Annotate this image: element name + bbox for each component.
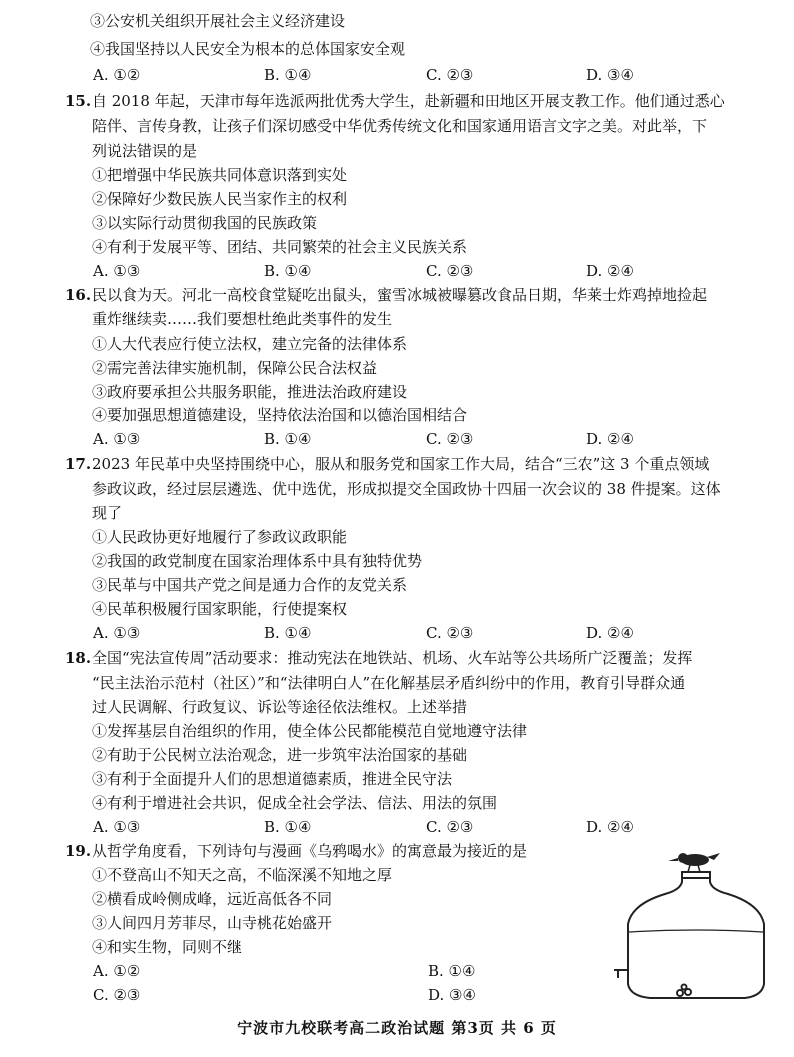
option-d: D. ②④	[586, 818, 634, 836]
question-stem: “民主法治示范村（社区）”和“法律明白人”在化解基层矛盾纠纷中的作用，教育引导群众通	[92, 674, 686, 692]
question-stem: 现了	[92, 504, 123, 522]
item: ④有利于发展平等、团结、共同繁荣的社会主义民族关系	[92, 238, 468, 256]
item: ④民革积极履行国家职能，行使提案权	[92, 600, 348, 618]
item: ①人民政协更好地履行了参政议政职能	[92, 528, 348, 546]
crow-drinking-water-cartoon	[610, 852, 782, 1002]
option-b: B. ①④	[264, 262, 312, 280]
option-c: C. ②③	[426, 262, 474, 280]
option-c: C. ②③	[93, 986, 141, 1004]
option-a: A. ①③	[93, 262, 141, 280]
item: ③民革与中国共产党之间是通力合作的友党关系	[92, 576, 408, 594]
option-d: D. ③④	[586, 66, 634, 84]
question-stem: 从哲学角度看，下列诗句与漫画《乌鸦喝水》的寓意最为接近的是	[92, 842, 528, 860]
option-c: C. ②③	[426, 430, 474, 448]
question-stem: 列说法错误的是	[92, 142, 198, 160]
option-c: C. ②③	[426, 624, 474, 642]
item: ③以实际行动贯彻我国的民族政策	[92, 214, 318, 232]
question-number: 16.	[65, 286, 92, 304]
crow-icon	[668, 853, 720, 872]
item: ④和实生物，同则不继	[92, 938, 243, 956]
item: ①把增强中华民族共同体意识落到实处	[92, 166, 348, 184]
item: ③公安机关组织开展社会主义经济建设	[90, 12, 346, 30]
option-a: A. ①②	[93, 66, 141, 84]
option-d: D. ②④	[586, 430, 634, 448]
option-a: A. ①③	[93, 430, 141, 448]
question-number: 18.	[65, 649, 92, 667]
question-stem: 自 2018 年起，天津市每年选派两批优秀大学生，赴新疆和田地区开展支教工作。他们通过悉心	[92, 92, 725, 110]
water-jug	[614, 872, 764, 998]
option-d: D. ②④	[586, 624, 634, 642]
question-number: 17.	[65, 455, 92, 473]
option-b: B. ①④	[428, 962, 476, 980]
option-b: B. ①④	[264, 430, 312, 448]
item: ③人间四月芳菲尽，山寺桃花始盛开	[92, 914, 333, 932]
item: ④有利于增进社会共识，促成全社会学法、信法、用法的氛围	[92, 794, 498, 812]
item: ②我国的政党制度在国家治理体系中具有独特优势	[92, 552, 423, 570]
item: ②横看成岭侧成峰，远近高低各不同	[92, 890, 333, 908]
question-stem: 陪伴、言传身教，让孩子们深切感受中华优秀传统文化和国家通用语言文字之美。对此举，下	[92, 117, 708, 135]
option-c: C. ②③	[426, 66, 474, 84]
item: ②需完善法律实施机制，保障公民合法权益	[92, 359, 378, 377]
question-number: 15.	[65, 92, 92, 110]
question-stem: 全国“宪法宣传周”活动要求：推动宪法在地铁站、机场、火车站等公共场所广泛覆盖；发挥	[92, 649, 693, 667]
option-c: C. ②③	[426, 818, 474, 836]
option-a: A. ①②	[93, 962, 141, 980]
option-b: B. ①④	[264, 818, 312, 836]
option-b: B. ①④	[264, 66, 312, 84]
item: ③政府要承担公共服务职能，推进法治政府建设	[92, 383, 408, 401]
item: ④要加强思想道德建设，坚持依法治国和以德治国相结合	[92, 406, 468, 424]
question-stem: 重炸继续卖……我们要想杜绝此类事件的发生	[92, 310, 393, 328]
option-b: B. ①④	[264, 624, 312, 642]
option-d: D. ③④	[428, 986, 476, 1004]
option-a: A. ①③	[93, 624, 141, 642]
question-stem: 民以食为天。河北一高校食堂疑吃出鼠头，蜜雪冰城被曝篡改食品日期，华莱士炸鸡掉地捡起	[92, 286, 708, 304]
item: ①不登高山不知天之高，不临深溪不知地之厚	[92, 866, 393, 884]
option-d: D. ②④	[586, 262, 634, 280]
page-footer: 宁波市九校联考高二政治试题 第3页 共 6 页	[237, 1019, 557, 1037]
item: ②保障好少数民族人民当家作主的权利	[92, 190, 348, 208]
question-number: 19.	[65, 842, 92, 860]
question-stem: 2023 年民革中央坚持围绕中心，服从和服务党和国家工作大局，结合“三农”这 3 个重点领域	[92, 455, 710, 473]
item: ②有助于公民树立法治观念，进一步筑牢法治国家的基础	[92, 746, 468, 764]
item: ③有利于全面提升人们的思想道德素质，推进全民守法	[92, 770, 453, 788]
item: ①人大代表应行使立法权，建立完备的法律体系	[92, 335, 408, 353]
question-stem: 参政议政，经过层层遴选、优中选优，形成拟提交全国政协十四届一次会议的 38 件提案。这体	[92, 480, 721, 498]
item: ④我国坚持以人民安全为根本的总体国家安全观	[90, 40, 406, 58]
option-a: A. ①③	[93, 818, 141, 836]
item: ①发挥基层自治组织的作用，使全体公民都能模范自觉地遵守法律	[92, 722, 528, 740]
question-stem: 过人民调解、行政复议、诉讼等途径依法维权。上述举措	[92, 698, 468, 716]
